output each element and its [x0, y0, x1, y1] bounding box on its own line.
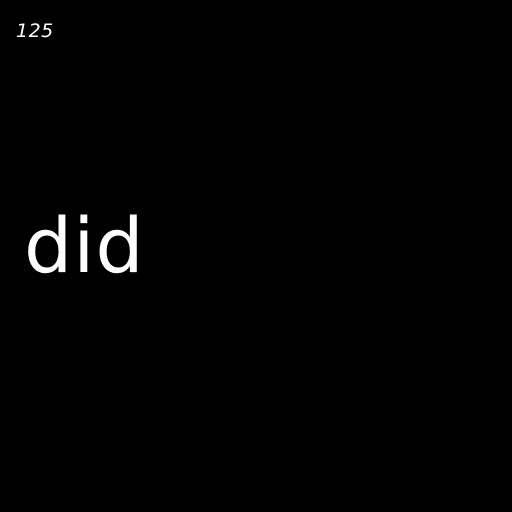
card-word: did: [24, 201, 145, 290]
card-number: 125: [16, 20, 54, 42]
